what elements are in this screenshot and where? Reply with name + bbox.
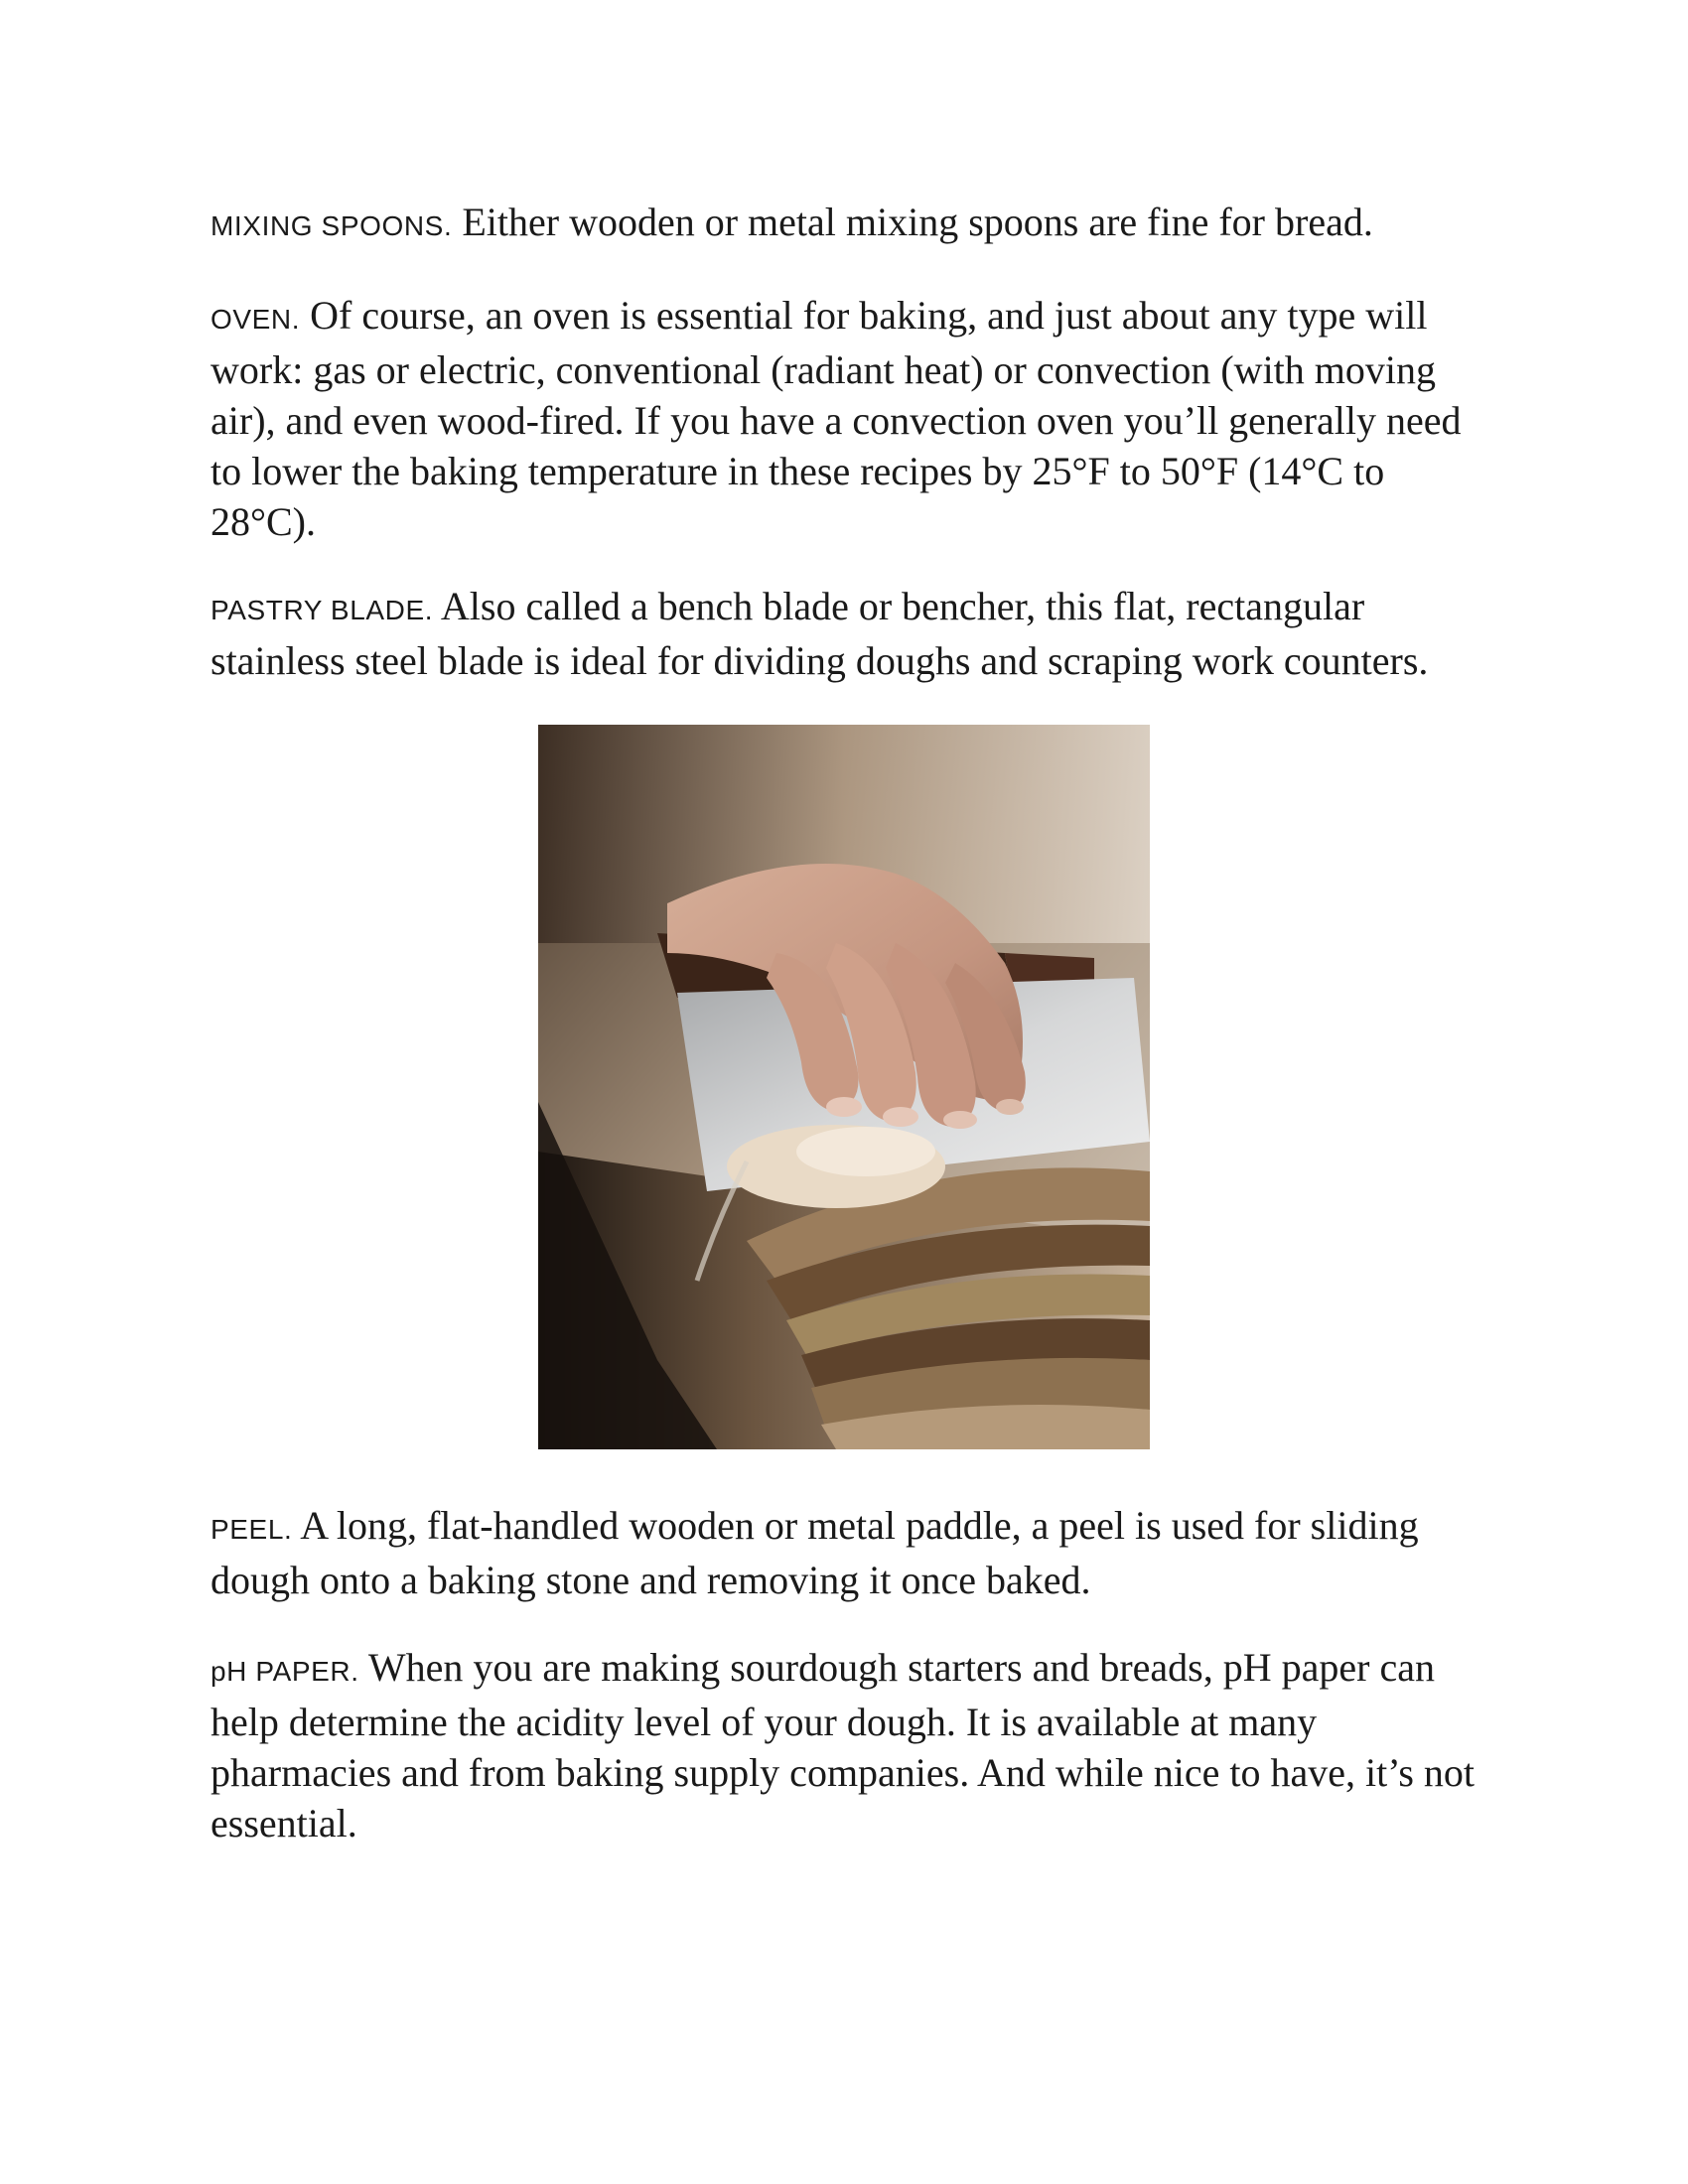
- entry-term: PASTRY BLADE.: [211, 595, 434, 625]
- entry-text: Also called a bench blade or bencher, this flat, rectangular stainless steel blade is ideal for dividing doughs and scraping work counters.: [211, 584, 1429, 683]
- entry-text: Either wooden or metal mixing spoons are fine for bread.: [462, 200, 1373, 244]
- entry-text: Of course, an oven is essential for baking, and just about any type will work: gas or electric, conventional (radiant heat) or convection (with moving air), and even wood-fired. If you have a convection oven you’ll generally need to lower the baking temperature in these recipes by 25°F to 50°F (14°C to 28°C).: [211, 293, 1462, 544]
- entry-oven: [211, 290, 1491, 547]
- pastry-blade-photo: [538, 725, 1150, 1449]
- entry-peel: [211, 1500, 1491, 1605]
- entry-pastry-blade: [211, 581, 1491, 686]
- entry-text: When you are making sourdough starters and breads, pH paper can help determine the acidity level of your dough. It is available at many pharmacies and from baking supply companies. And while nice to have, it’s not essential.: [211, 1645, 1476, 1845]
- entry-term: OVEN.: [211, 304, 301, 335]
- entry-term: PEEL.: [211, 1514, 293, 1545]
- entry-mixing-spoons: [211, 197, 1491, 251]
- entry-ph-paper: [211, 1642, 1491, 1848]
- entry-term: pH PAPER.: [211, 1656, 359, 1687]
- entry-term: MIXING SPOONS.: [211, 210, 453, 241]
- entry-text: A long, flat-handled wooden or metal paddle, a peel is used for sliding dough onto a baking stone and removing it once baked.: [211, 1503, 1419, 1602]
